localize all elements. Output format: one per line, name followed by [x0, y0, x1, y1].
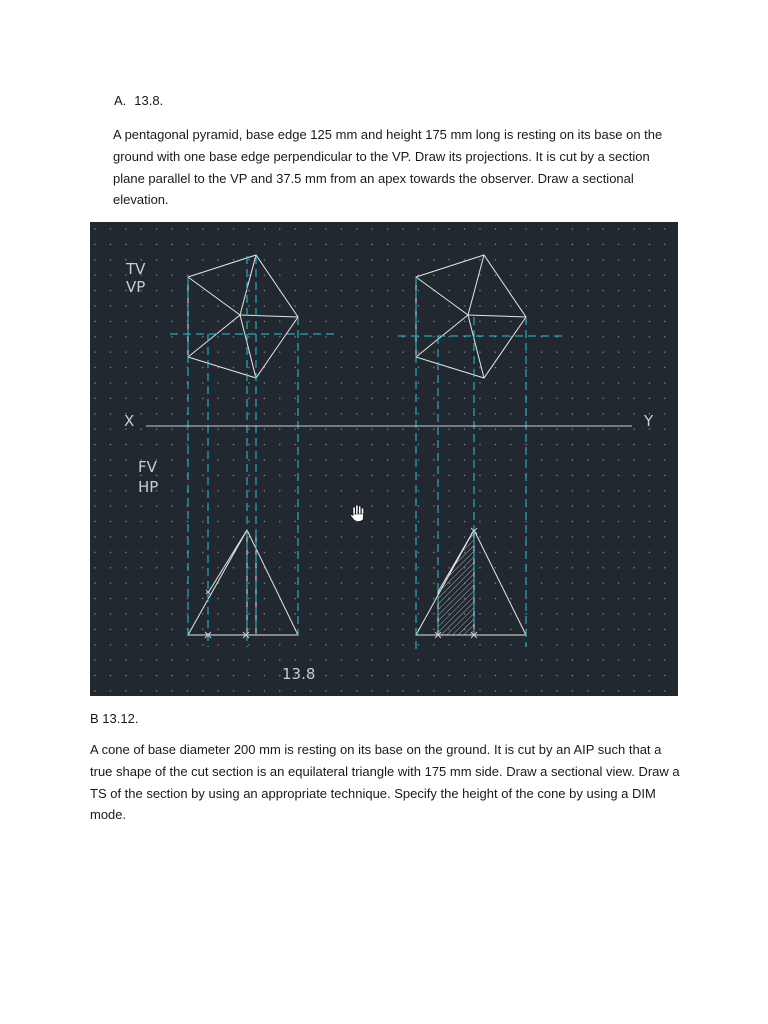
label-x: X — [124, 412, 135, 430]
section-b-heading: B 13.12. — [90, 711, 139, 726]
section-b-paragraph: A cone of base diameter 200 mm is resting on its base on the ground. It is cut by an AIP such that a true shape of the cut section is an equilateral triangle with 175 mm side. Draw a sectional view. Draw a TS of the section by using an appropriate technique. Specify the height of the cone by using a DIM mode. — [90, 742, 680, 823]
section-a-number: 13.8. — [134, 93, 164, 108]
section-a-paragraph: A pentagonal pyramid, base edge 125 mm and height 175 mm long is resting on its base on the ground with one base edge perpendicular to the VP. Draw its projections. It is cut by a section plane parallel to the VP and 37.5 mm from an apex towards the observer. Draw a sectional elevation. — [113, 127, 663, 208]
label-vp: VP — [126, 278, 146, 296]
label-fv: FV — [138, 458, 157, 476]
label-tv: TV — [126, 260, 146, 278]
label-hp: HP — [138, 478, 159, 496]
cad-canvas — [90, 222, 678, 696]
drawing-caption: 13.8 — [282, 665, 316, 683]
section-a-heading — [114, 93, 163, 108]
label-y: Y — [644, 412, 654, 430]
section-a-label: A. — [114, 93, 127, 108]
dot-grid — [90, 222, 678, 696]
cad-drawing — [90, 222, 678, 696]
